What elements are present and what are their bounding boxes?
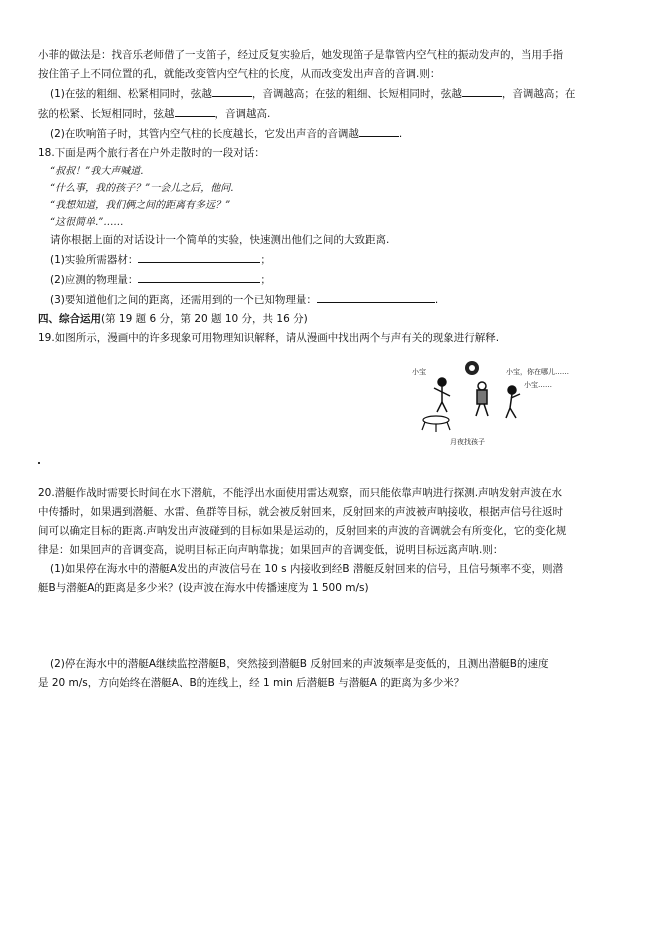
q18-s1-label: (1)实验所需器材： bbox=[50, 254, 139, 266]
q17-part1-line2 bbox=[38, 104, 626, 124]
q20-part2-line1: (2)停在海水中的潜艇A继续监控潜艇B，突然接到潜艇B 反射回来的声波频率是变低的，且测出潜艇B的速度 bbox=[50, 658, 549, 670]
figure-left-person bbox=[434, 378, 450, 412]
q17-p1a: (1)在弦的粗细、松紧相同时，弦越 bbox=[50, 88, 212, 100]
q17-p2b: . bbox=[398, 128, 403, 140]
answer-blank-1[interactable] bbox=[212, 84, 252, 97]
intro-line-1: 小菲的做法是：找音乐老师借了一支笛子，经过反复实验后，她发现笛子是靠管内空气柱的振动发声的，当用手指 bbox=[38, 49, 563, 61]
answer-blank-6[interactable] bbox=[138, 270, 260, 283]
q17-p2a: (2)在吹响笛子时，其管内空气柱的长度越长，它发出声音的音调越 bbox=[50, 128, 359, 140]
q19-text: 19.如图所示，漫画中的许多现象可用物理知识解释，请从漫画中找出两个与声有关的现象进行解释. bbox=[38, 332, 500, 344]
q17-p1b: ，音调越高；在弦的粗细、长短相同时，弦越 bbox=[251, 88, 462, 100]
q18-s1-end: ； bbox=[260, 254, 271, 266]
q17-p1e: ，音调越高. bbox=[214, 108, 271, 120]
cartoon-label-left: 小宝 bbox=[412, 368, 426, 376]
q20-part1-line2: 艇B与潜艇A的距离是多少米？(设声波在海水中传播速度为 1 500 m/s) bbox=[38, 582, 369, 594]
q18-s2-end: ； bbox=[260, 274, 271, 286]
q18-sub1 bbox=[38, 250, 626, 270]
q18-s2-label: (2)应测的物理量： bbox=[50, 274, 139, 286]
q20-line-4: 律是：如果回声的音调变高，说明目标正向声呐靠拢；如果回声的音调变低，说明目标远离声呐.则： bbox=[38, 544, 504, 556]
intro-line-2: 按住笛子上不同位置的孔，就能改变管内空气柱的长度，从而改变发出声音的音调.则： bbox=[38, 68, 441, 80]
answer-blank-2[interactable] bbox=[462, 84, 502, 97]
q20-part2-block bbox=[38, 655, 626, 693]
q18-s3-end: . bbox=[434, 294, 439, 306]
q18-stem: 18.下面是两个旅行者在户外走散时的一段对话： bbox=[38, 147, 265, 159]
cartoon-label-right-1: 小宝，你在哪儿…… bbox=[506, 368, 569, 376]
q17-p1c: ，音调越高；在 bbox=[501, 88, 576, 100]
q18-s3-label: (3)要知道他们之间的距离，还需用到的一个已知物理量： bbox=[50, 294, 317, 306]
section-4-heading bbox=[38, 310, 626, 329]
q18-sub2 bbox=[38, 270, 626, 290]
q20-line-3: 间可以确定目标的距离.声呐发出声波碰到的目标如果是运动的，反射回来的声波的音调就会有所变化，它的变化规 bbox=[38, 525, 567, 537]
answer-blank-4[interactable] bbox=[359, 124, 399, 137]
cartoon-caption: 月夜找孩子 bbox=[450, 438, 485, 446]
q18-ask: 请你根据上面的对话设计一个简单的实验，快速测出他们之间的大致距离. bbox=[50, 234, 390, 246]
answer-blank-5[interactable] bbox=[138, 250, 260, 263]
cartoon-label-right-2: 小宝…… bbox=[524, 381, 552, 389]
trampoline-shape bbox=[422, 416, 450, 432]
figure-right-person bbox=[506, 386, 520, 418]
section-4-title: 四、综合运用 bbox=[38, 313, 101, 325]
q18-dialog-1: “叔叔！”我大声喊道. bbox=[50, 166, 144, 177]
q17-p1d: 弦的松紧、长短相同时，弦越 bbox=[38, 108, 175, 120]
figure-middle-person bbox=[476, 382, 488, 416]
q20-line-2: 中传播时，如果遇到潜艇、水雷、鱼群等目标，就会被反射回来，反射回来的声波被声呐接收，根据声信号往返时 bbox=[38, 506, 563, 518]
answer-blank-3[interactable] bbox=[175, 104, 215, 117]
q20-line-1: 20.潜艇作战时需要长时间在水下潜航，不能浮出水面使用雷达观察，而只能依靠声呐进行探测.声呐发射声波在水 bbox=[38, 487, 563, 499]
answer-blank-7[interactable] bbox=[317, 290, 435, 303]
stray-dot bbox=[38, 462, 40, 464]
q17-part1-line1 bbox=[38, 84, 626, 104]
q18-dialog-4: “这很简单.”…… bbox=[50, 217, 124, 228]
q20-part2-line2: 是 20 m/s，方向始终在潜艇A、B的连线上，经 1 min 后潜艇B 与潜艇A 的距离为多少米？ bbox=[38, 677, 465, 689]
section-4-note: (第 19 题 6 分，第 20 题 10 分，共 16 分) bbox=[101, 313, 308, 325]
q18-dialog-2: “什么事，我的孩子？”一会儿之后，他问. bbox=[50, 183, 234, 194]
q18-sub3 bbox=[38, 290, 626, 310]
cartoon-figure bbox=[412, 358, 572, 448]
worksheet-page bbox=[38, 46, 626, 348]
q17-part2 bbox=[38, 124, 626, 144]
q20-part1-line1: (1)如果停在海水中的潜艇A发出的声波信号在 10 s 内接收到经B 潜艇反射回来的信号，且信号频率不变，则潜 bbox=[50, 563, 563, 575]
q20-block bbox=[38, 484, 626, 598]
q18-dialog-3: “我想知道，我们俩之间的距离有多远？” bbox=[50, 200, 231, 211]
